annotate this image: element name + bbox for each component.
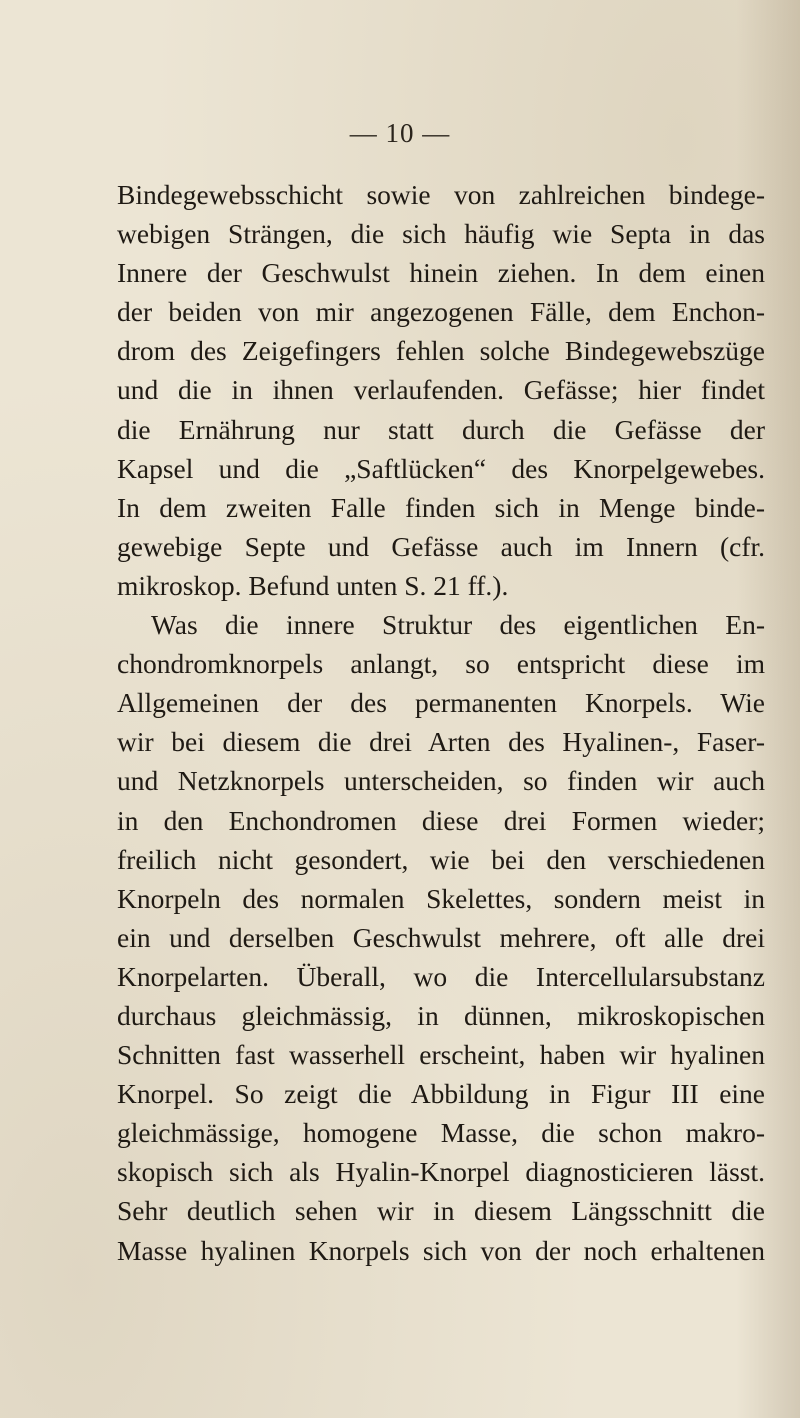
text-line: die Ernährung nur statt durch die Gefässe der — [117, 413, 765, 445]
text-line: wir bei diesem die drei Arten des Hyalinen-, Faser- — [117, 726, 765, 758]
text-line: drom des Zeigefingers fehlen solche Bindegewebszüge — [117, 335, 765, 367]
text-line: durchaus gleichmässig, in dünnen, mikroskopischen — [117, 999, 765, 1031]
text-line: Knorpeln des normalen Skelettes, sondern meist in — [117, 882, 765, 914]
text-line: mikroskop. Befund unten S. 21 ff.). — [117, 569, 509, 601]
text-line: In dem zweiten Falle finden sich in Menge binde- — [117, 491, 765, 523]
text-line: freilich nicht gesondert, wie bei den verschiedenen — [117, 843, 765, 875]
text-line: skopisch sich als Hyalin-Knorpel diagnosticieren lässt. — [117, 1156, 765, 1188]
text-line: chondromknorpels anlangt, so entspricht diese im — [117, 648, 765, 680]
text-line: Innere der Geschwulst hinein ziehen. In dem einen — [117, 257, 765, 289]
text-line: Sehr deutlich sehen wir in diesem Längsschnitt die — [117, 1195, 765, 1227]
text-line: Was die innere Struktur des eigentlichen En- — [151, 609, 765, 641]
text-line: Knorpelarten. Überall, wo die Intercellularsubstanz — [117, 960, 765, 992]
body-text — [117, 175, 765, 1270]
text-line: Bindegewebsschicht sowie von zahlreichen bindege- — [117, 179, 765, 210]
text-line: gewebige Septe und Gefässe auch im Innern (cfr. — [117, 530, 765, 562]
page-number: — 10 — — [349, 118, 451, 148]
text-line: und Netzknorpels unterscheiden, so finden wir auch — [117, 765, 765, 797]
text-line: und die in ihnen verlaufenden. Gefässe; hier findet — [117, 374, 765, 406]
text-line: Schnitten fast wasserhell erscheint, haben wir hyalinen — [117, 1039, 765, 1071]
text-line: Knorpel. So zeigt die Abbildung in Figur III eine — [117, 1078, 765, 1110]
text-line: in den Enchondromen diese drei Formen wieder; — [117, 804, 765, 836]
text-line: webigen Strängen, die sich häufig wie Septa in das — [117, 218, 765, 250]
text-line: gleichmässige, homogene Masse, die schon makro- — [117, 1117, 765, 1149]
text-line: Masse hyalinen Knorpels sich von der noch erhaltenen — [117, 1234, 765, 1266]
text-line: der beiden von mir angezogenen Fälle, dem Enchon- — [117, 296, 765, 328]
text-line: ein und derselben Geschwulst mehrere, oft alle drei — [117, 921, 765, 953]
text-line: Allgemeinen der des permanenten Knorpels. Wie — [117, 687, 765, 719]
text-line: Kapsel und die „Saftlücken“ des Knorpelgewebes. — [117, 452, 765, 484]
